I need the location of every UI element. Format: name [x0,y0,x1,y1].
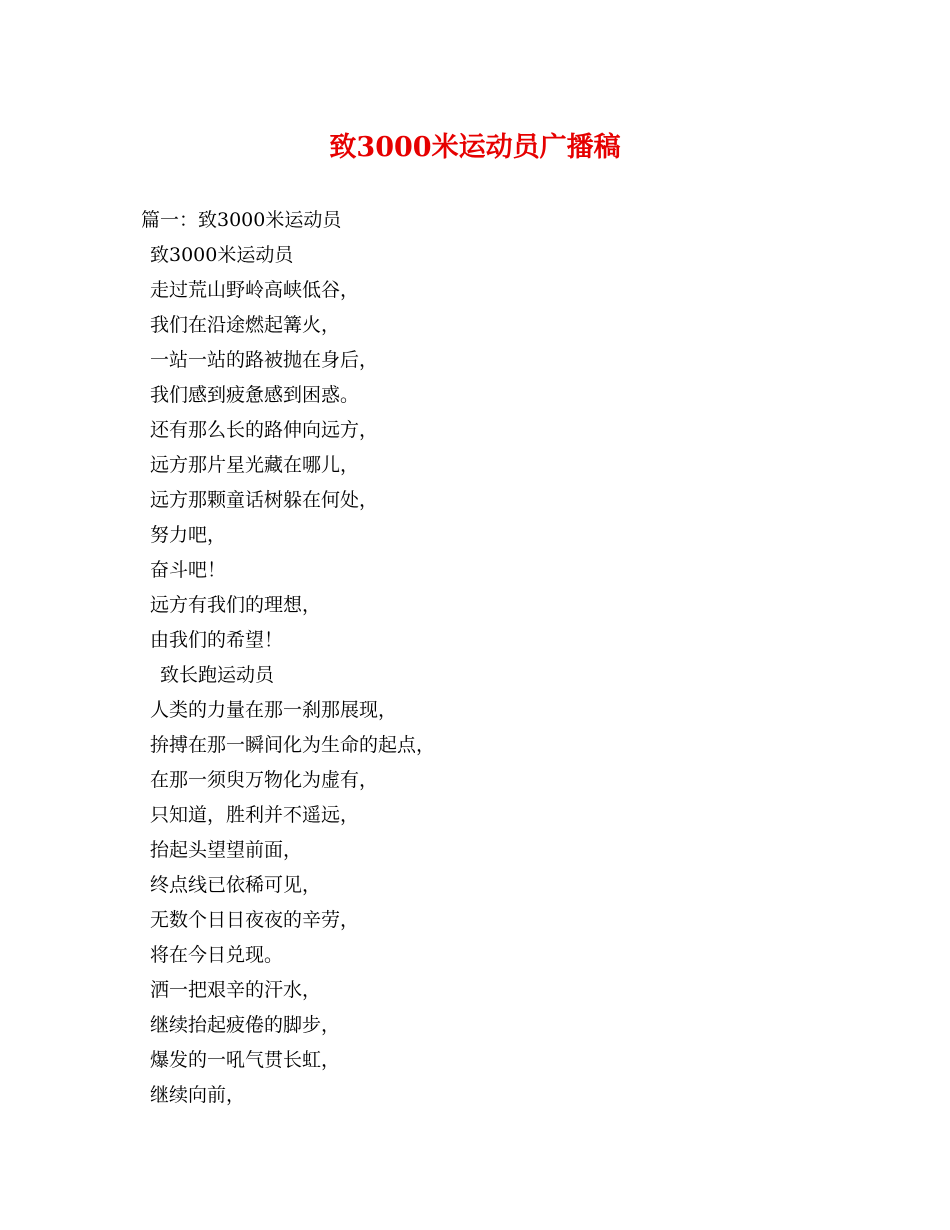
poem-line: 只知道，胜利并不遥远， [150,804,360,826]
poem-line: 由我们的希望！ [150,629,284,651]
poem-line: 抬起头望望前面， [150,839,303,861]
document-title: 致3000米运动员广播稿 [329,132,621,163]
poem-line: 终点线已依稀可见， [150,874,322,896]
poem-line: 努力吧， [150,524,227,546]
poem-line: 爆发的一吼气贯长虹， [150,1049,341,1071]
poem-line: 继续抬起疲倦的脚步， [150,1014,341,1036]
section-heading: 篇一：致3000米运动员 [141,209,342,231]
poem-line: 我们在沿途燃起篝火， [150,314,341,336]
poem-line: 还有那么长的路伸向远方， [150,419,379,441]
poem-title: 致长跑运动员 [160,664,275,686]
poem-line: 继续向前， [150,1084,246,1106]
poem-line: 将在今日兑现。 [150,944,284,966]
poem-title: 致3000米运动员 [150,244,294,266]
poem-line: 奋斗吧！ [150,559,227,581]
poem-line: 远方那片星光藏在哪儿， [150,454,360,476]
poem-line: 在那一须臾万物化为虚有， [150,769,379,791]
poem-line: 远方那颗童话树躲在何处， [150,489,379,511]
poem-line: 走过荒山野岭高峡低谷， [150,279,360,301]
poem-line: 无数个日日夜夜的辛劳， [150,909,360,931]
poem-line: 一站一站的路被抛在身后， [150,349,379,371]
poem-line: 我们感到疲惫感到困惑。 [150,384,360,406]
poem-line: 拚搏在那一瞬间化为生命的起点， [150,734,436,756]
poem-line: 远方有我们的理想， [150,594,322,616]
poem-line: 洒一把艰辛的汗水， [150,979,322,1001]
poem-line: 人类的力量在那一刹那展现， [150,699,398,721]
